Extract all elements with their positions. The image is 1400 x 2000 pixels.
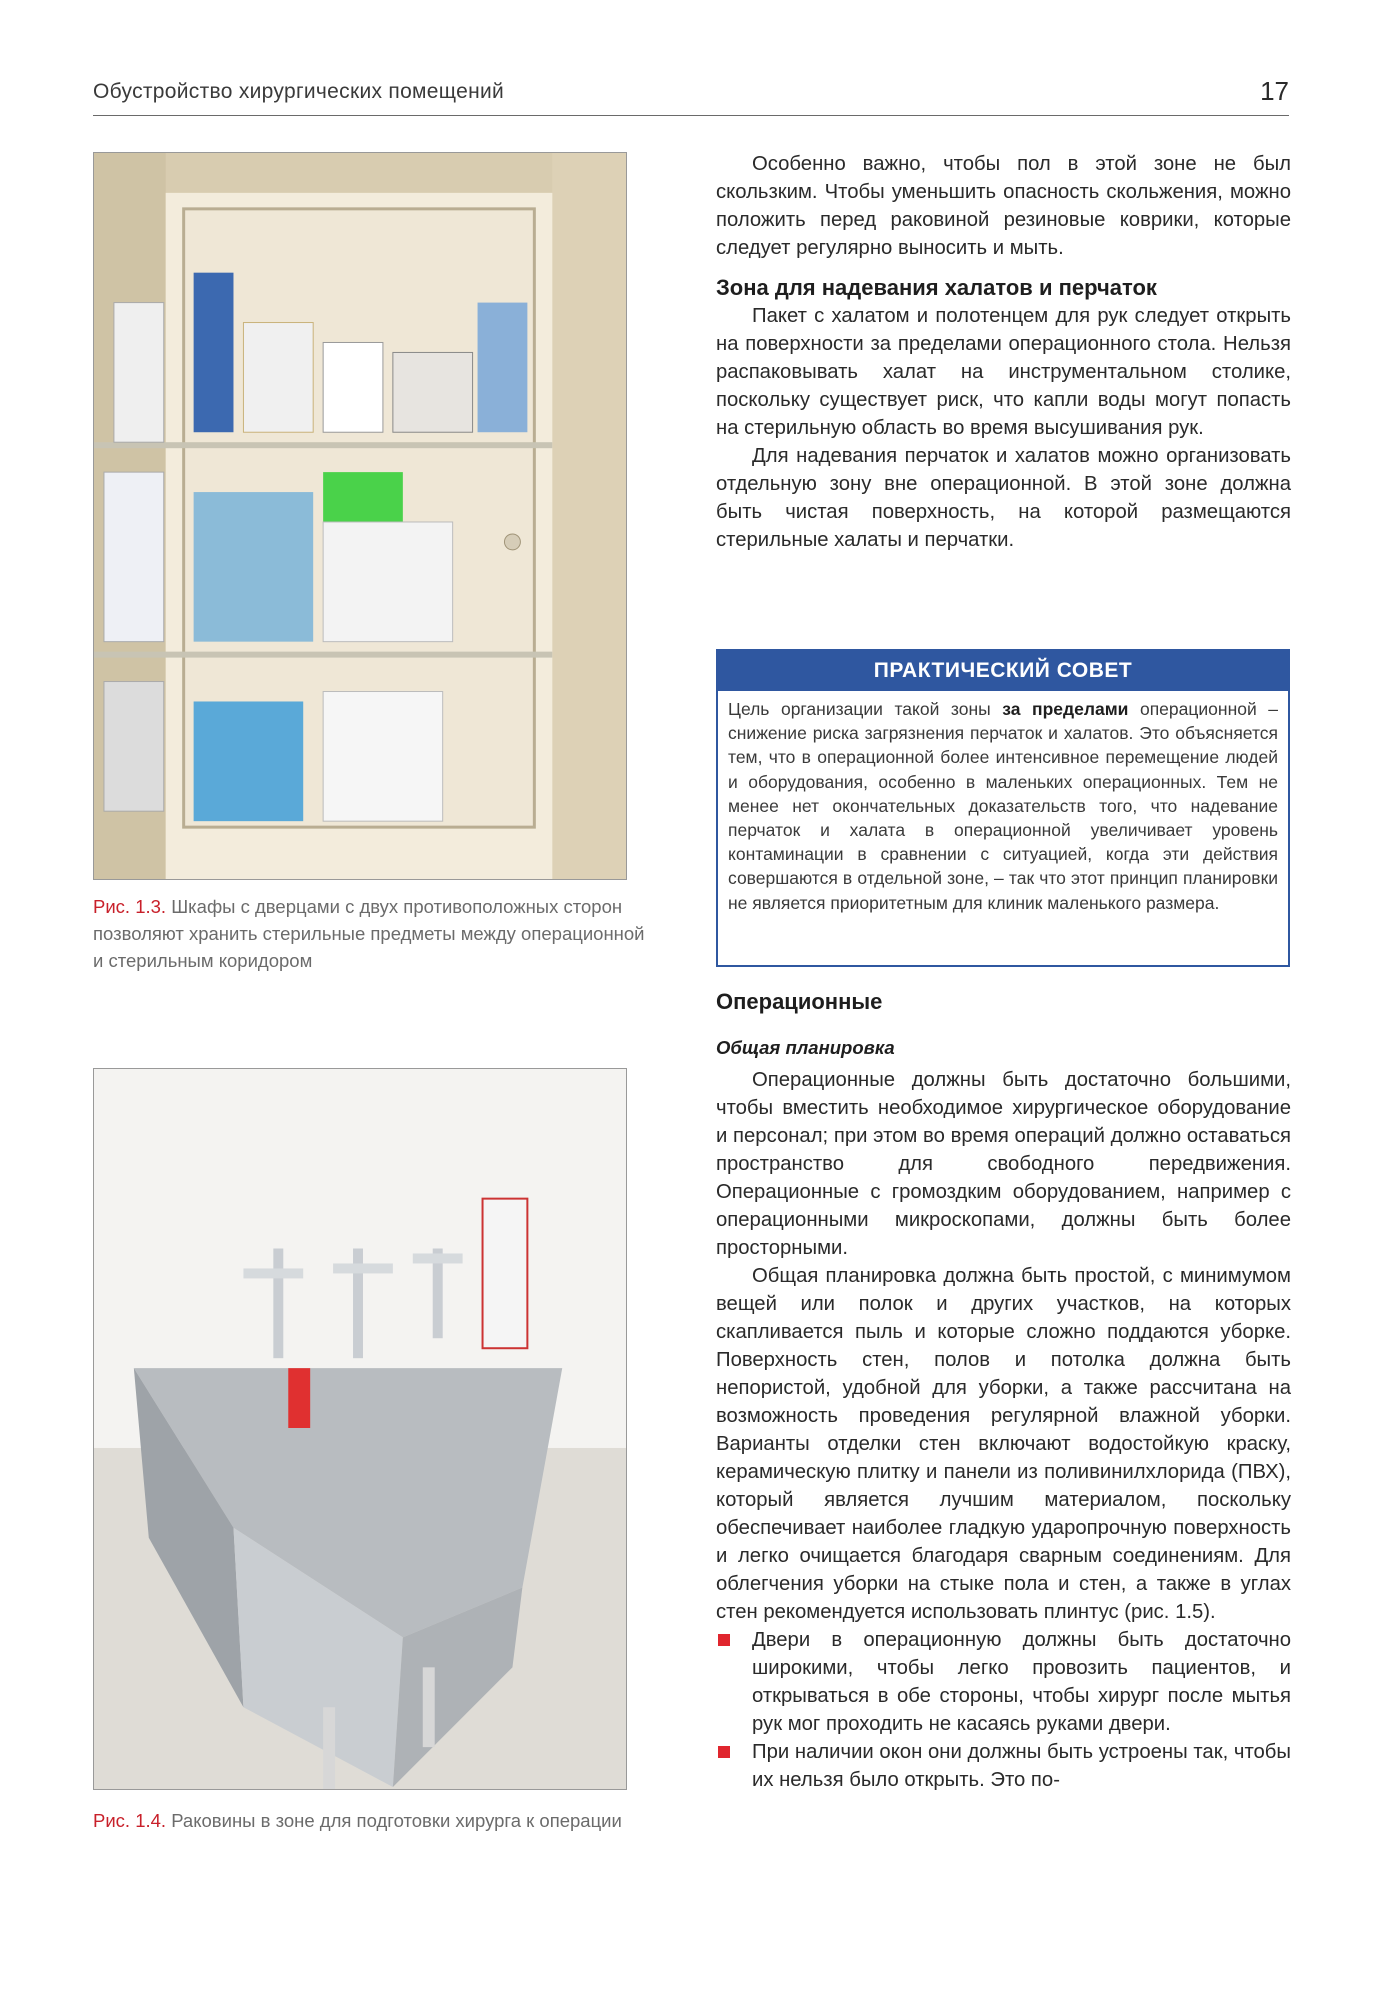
intro-paragraph: Особенно важно, чтобы пол в этой зоне не был скользким. Чтобы уменьшить опасность скольжения, можно положить перед раковиной резиновые коврики, которые следует регулярно выносить и мыть. xyxy=(716,153,1291,259)
page-number: 17 xyxy=(1260,76,1289,106)
figure-1-4-caption xyxy=(93,1807,653,1834)
tip-text-start: Цель организации такой зоны xyxy=(728,699,1003,719)
tip-text-end: операционной – снижение риска загрязнения перчаток и халатов. Это объясняется тем, что в операционной более интенсивное перемещение людей и оборудования, особенно в маленьких операционных. Тем не менее нет окончательных доказательств того, что надевание перчаток и халата в операционной увеличивает уровень контаминации в сравнении с ситуацией, когда эти действия совершаются в отдельной зоне, – так что этот принцип планировки не является приоритетным для клиник маленького размера. xyxy=(728,699,1279,913)
operating-rooms-heading: Операционные xyxy=(716,989,883,1014)
scrub-sink-illustration xyxy=(94,1069,626,1789)
figure-1-4-photo xyxy=(93,1068,627,1790)
tip-text-bold: за пределами xyxy=(1002,699,1129,719)
figure-1-3-caption-text: Шкафы с дверцами с двух противоположных сторон позволяют хранить стерильные предметы между операционной и стерильным коридором xyxy=(93,896,645,971)
practical-tip-box xyxy=(716,649,1290,967)
figure-1-4-caption-text: Раковины в зоне для подготовки хирурга к операции xyxy=(171,1810,622,1831)
figure-1-3-caption xyxy=(93,893,653,974)
bullet-square-icon xyxy=(718,1634,730,1646)
cabinet-illustration xyxy=(94,153,626,879)
practical-tip-text xyxy=(718,691,1288,915)
bullet-item-windows xyxy=(716,1738,1291,1794)
running-head xyxy=(93,76,1289,116)
gowning-heading: Зона для надевания халатов и перчаток xyxy=(716,275,1157,300)
figure-1-3-label: Рис. 1.3. xyxy=(93,896,167,917)
bullet-text-windows: При наличии окон они должны быть устроены так, чтобы их нельзя было открыть. Это по- xyxy=(752,1741,1291,1791)
bullet-item-doors xyxy=(716,1626,1291,1738)
gowning-paragraph-2: Для надевания перчаток и халатов можно организовать отдельную зону вне операционной. В этой зоне должна быть чистая поверхность, на которой размещаются стерильные халаты и перчатки. xyxy=(716,445,1291,551)
bullet-square-icon xyxy=(718,1746,730,1758)
figure-1-4-label: Рис. 1.4. xyxy=(93,1810,167,1831)
right-column-top xyxy=(716,150,1291,554)
operating-rooms-paragraph-2: Общая планировка должна быть простой, с минимумом вещей или полок и других участков, на которых скапливается пыль и которые сложно поддаются уборке. Поверхность стен, полов и потолка должна быть непористой, удобной для уборки, а также рассчитана на возможность проведения регулярной влажной уборки. Варианты отделки стен включают водостойкую краску, керамическую плитку и панели из поливинилхлорида (ПВХ), который является лучшим материалом, поскольку обеспечивает наиболее гладкую ударопрочную поверхность и легко очищается благодаря сварным соединениям. Для облегчения уборки на стыке пола и стен, а также в углах стен рекомендуется использовать плинтус (рис. 1.5). xyxy=(716,1265,1291,1623)
figure-1-3-photo xyxy=(93,152,627,880)
running-title: Обустройство хирургических помещений xyxy=(93,80,505,103)
general-layout-subheading: Общая планировка xyxy=(716,1037,895,1058)
practical-tip-title: ПРАКТИЧЕСКИЙ СОВЕТ xyxy=(718,651,1288,691)
operating-rooms-paragraph-1: Операционные должны быть достаточно большими, чтобы вместить необходимое хирургическое оборудование и персонал; при этом во время операций должно оставаться пространство для свободного передвижения. Операционные с громоздким оборудованием, например с операционными микроскопами, должны быть более просторными. xyxy=(716,1069,1291,1259)
right-column-bottom xyxy=(716,988,1291,1794)
gowning-paragraph-1: Пакет с халатом и полотенцем для рук следует открыть на поверхности за пределами операционного стола. Нельзя распаковывать халат на инструментальном столике, поскольку существует риск, что капли воды могут попасть на стерильную область во время высушивания рук. xyxy=(716,305,1291,439)
bullet-text-doors: Двери в операционную должны быть достаточно широкими, чтобы легко провозить пациентов, и открываться в обе стороны, чтобы хирург после мытья рук мог проходить не касаясь руками двери. xyxy=(752,1629,1291,1735)
